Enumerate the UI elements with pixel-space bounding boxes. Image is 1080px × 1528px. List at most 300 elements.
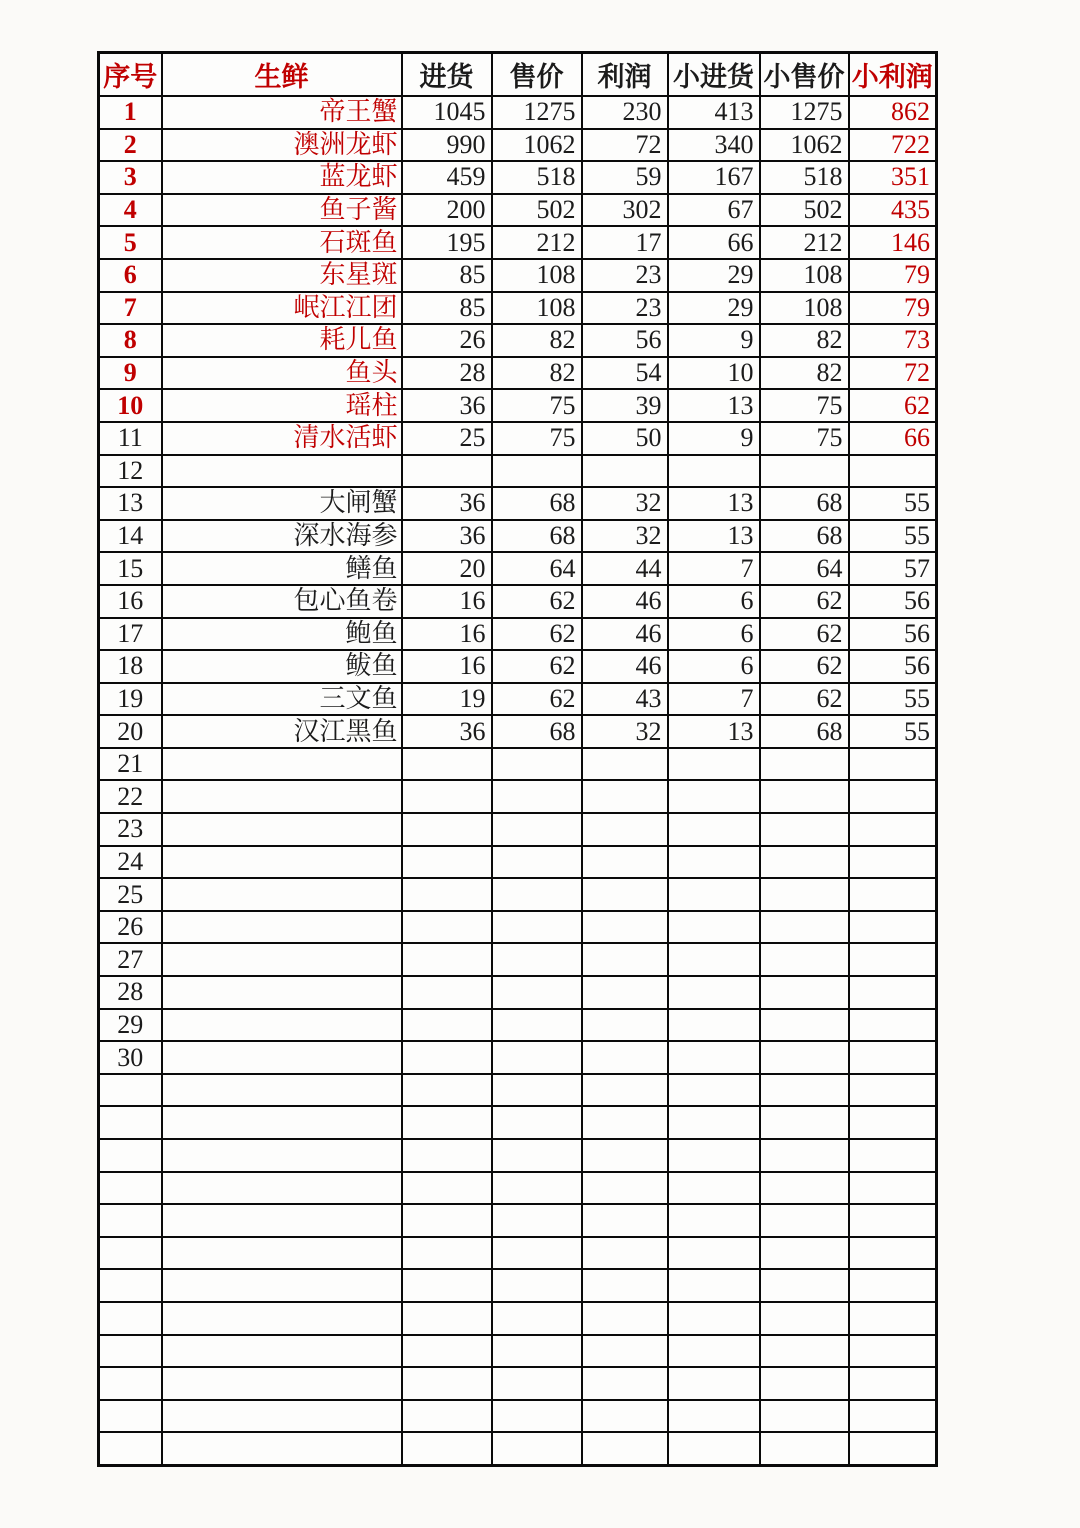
cell-purchase	[402, 943, 492, 976]
cell-small_purchase	[668, 813, 760, 846]
cell-small_purchase	[668, 846, 760, 879]
cell-small_sale	[760, 455, 849, 488]
cell-profit: 50	[582, 422, 668, 455]
cell-index: 9	[99, 357, 162, 390]
table-row	[99, 422, 937, 455]
cell-sale: 82	[492, 357, 582, 390]
cell-sale	[492, 878, 582, 911]
empty-row	[99, 1204, 937, 1237]
cell-sale: 68	[492, 520, 582, 553]
cell-sale: 62	[492, 650, 582, 683]
cell-sale: 1062	[492, 129, 582, 162]
cell-empty	[492, 1172, 582, 1205]
table-row	[99, 552, 937, 585]
cell-empty	[668, 1106, 760, 1139]
cell-small_profit	[849, 813, 937, 846]
cell-purchase: 26	[402, 324, 492, 357]
cell-small_profit: 55	[849, 520, 937, 553]
cell-small_sale: 108	[760, 259, 849, 292]
cell-small_profit: 73	[849, 324, 937, 357]
cell-index: 1	[99, 96, 162, 129]
cell-empty	[760, 1172, 849, 1205]
cell-purchase: 36	[402, 715, 492, 748]
cell-empty	[849, 1269, 937, 1302]
cell-index: 13	[99, 487, 162, 520]
cell-index: 7	[99, 292, 162, 325]
cell-sale	[492, 748, 582, 781]
cell-index: 8	[99, 324, 162, 357]
cell-small_sale: 108	[760, 292, 849, 325]
header-row	[99, 53, 937, 97]
cell-empty	[492, 1335, 582, 1368]
cell-index: 12	[99, 455, 162, 488]
cell-empty	[402, 1204, 492, 1237]
cell-sale: 1275	[492, 96, 582, 129]
cell-small_purchase: 167	[668, 161, 760, 194]
cell-purchase: 200	[402, 194, 492, 227]
cell-name: 深水海参	[162, 520, 402, 553]
cell-small_purchase	[668, 878, 760, 911]
table-row	[99, 259, 937, 292]
table-row	[99, 650, 937, 683]
cell-empty	[402, 1400, 492, 1433]
table-row	[99, 1009, 937, 1042]
cell-purchase: 20	[402, 552, 492, 585]
cell-profit	[582, 748, 668, 781]
table-row	[99, 878, 937, 911]
cell-empty	[492, 1400, 582, 1433]
cell-profit	[582, 813, 668, 846]
cell-small_sale: 75	[760, 389, 849, 422]
cell-empty	[99, 1074, 162, 1107]
cell-profit	[582, 1041, 668, 1074]
cell-purchase: 195	[402, 226, 492, 259]
cell-small_profit: 79	[849, 259, 937, 292]
cell-small_profit: 146	[849, 226, 937, 259]
cell-profit: 17	[582, 226, 668, 259]
cell-sale: 68	[492, 715, 582, 748]
cell-index: 18	[99, 650, 162, 683]
cell-purchase: 85	[402, 259, 492, 292]
cell-empty	[492, 1432, 582, 1465]
cell-empty	[668, 1432, 760, 1465]
cell-small_sale	[760, 976, 849, 1009]
cell-empty	[582, 1400, 668, 1433]
cell-empty	[760, 1204, 849, 1237]
cell-empty	[162, 1106, 402, 1139]
cell-empty	[849, 1106, 937, 1139]
cell-empty	[760, 1432, 849, 1465]
cell-empty	[582, 1432, 668, 1465]
cell-empty	[849, 1400, 937, 1433]
cell-purchase	[402, 780, 492, 813]
cell-small_sale: 502	[760, 194, 849, 227]
cell-purchase: 36	[402, 389, 492, 422]
cell-profit: 39	[582, 389, 668, 422]
cell-empty	[99, 1400, 162, 1433]
cell-profit	[582, 846, 668, 879]
cell-small_profit: 79	[849, 292, 937, 325]
cell-small_profit: 62	[849, 389, 937, 422]
column-header-sale: 售价	[492, 53, 582, 97]
cell-sale: 108	[492, 259, 582, 292]
table-row	[99, 357, 937, 390]
table-row	[99, 618, 937, 651]
cell-sale: 75	[492, 389, 582, 422]
cell-profit: 23	[582, 259, 668, 292]
table-row	[99, 715, 937, 748]
cell-empty	[492, 1237, 582, 1270]
cell-small_sale: 68	[760, 487, 849, 520]
cell-small_profit: 862	[849, 96, 937, 129]
cell-small_profit: 56	[849, 585, 937, 618]
cell-small_purchase	[668, 976, 760, 1009]
cell-profit	[582, 780, 668, 813]
cell-small_sale: 68	[760, 520, 849, 553]
table-row	[99, 911, 937, 944]
cell-small_sale: 64	[760, 552, 849, 585]
cell-index: 17	[99, 618, 162, 651]
cell-small_sale	[760, 1009, 849, 1042]
spreadsheet-page	[97, 51, 938, 1467]
cell-small_purchase: 6	[668, 585, 760, 618]
cell-small_sale	[760, 911, 849, 944]
cell-empty	[162, 1139, 402, 1172]
cell-profit: 302	[582, 194, 668, 227]
cell-sale: 68	[492, 487, 582, 520]
cell-empty	[668, 1172, 760, 1205]
empty-row	[99, 1237, 937, 1270]
cell-index: 20	[99, 715, 162, 748]
cell-empty	[492, 1139, 582, 1172]
cell-small_sale: 212	[760, 226, 849, 259]
cell-empty	[492, 1269, 582, 1302]
cell-small_purchase: 29	[668, 259, 760, 292]
cell-small_purchase	[668, 943, 760, 976]
cell-sale: 82	[492, 324, 582, 357]
cell-small_profit	[849, 976, 937, 1009]
cell-small_purchase: 9	[668, 324, 760, 357]
cell-small_profit: 435	[849, 194, 937, 227]
cell-small_purchase: 6	[668, 618, 760, 651]
cell-index: 4	[99, 194, 162, 227]
cell-purchase: 19	[402, 683, 492, 716]
cell-small_purchase	[668, 911, 760, 944]
cell-small_purchase	[668, 455, 760, 488]
cell-small_profit: 66	[849, 422, 937, 455]
cell-empty	[582, 1204, 668, 1237]
cell-purchase: 36	[402, 520, 492, 553]
column-header-small_profit: 小利润	[849, 53, 937, 97]
cell-small_profit: 55	[849, 683, 937, 716]
cell-sale: 62	[492, 618, 582, 651]
column-header-profit: 利润	[582, 53, 668, 97]
cell-small_profit: 55	[849, 715, 937, 748]
cell-empty	[582, 1269, 668, 1302]
cell-profit: 44	[582, 552, 668, 585]
cell-sale	[492, 455, 582, 488]
cell-small_profit	[849, 1041, 937, 1074]
cell-sale: 502	[492, 194, 582, 227]
table-row	[99, 748, 937, 781]
cell-index: 22	[99, 780, 162, 813]
cell-sale: 108	[492, 292, 582, 325]
cell-small_profit	[849, 1009, 937, 1042]
cell-index: 10	[99, 389, 162, 422]
cell-small_purchase: 67	[668, 194, 760, 227]
cell-index: 23	[99, 813, 162, 846]
cell-empty	[668, 1074, 760, 1107]
cell-index: 29	[99, 1009, 162, 1042]
cell-small_profit: 56	[849, 618, 937, 651]
cell-name	[162, 748, 402, 781]
cell-small_profit	[849, 943, 937, 976]
cell-small_purchase: 13	[668, 520, 760, 553]
cell-purchase: 16	[402, 585, 492, 618]
cell-index: 2	[99, 129, 162, 162]
cell-purchase: 16	[402, 618, 492, 651]
cell-index: 25	[99, 878, 162, 911]
cell-small_profit: 57	[849, 552, 937, 585]
cell-empty	[760, 1335, 849, 1368]
cell-small_sale	[760, 780, 849, 813]
cell-small_purchase	[668, 748, 760, 781]
cell-index: 5	[99, 226, 162, 259]
cell-small_sale	[760, 1041, 849, 1074]
cell-small_profit	[849, 878, 937, 911]
cell-profit: 32	[582, 520, 668, 553]
cell-profit: 32	[582, 715, 668, 748]
cell-empty	[162, 1432, 402, 1465]
cell-small_purchase: 7	[668, 683, 760, 716]
cell-name	[162, 1009, 402, 1042]
table-row	[99, 1041, 937, 1074]
cell-name	[162, 911, 402, 944]
cell-empty	[849, 1335, 937, 1368]
cell-purchase	[402, 813, 492, 846]
cell-name: 东星斑	[162, 259, 402, 292]
cell-empty	[849, 1074, 937, 1107]
cell-empty	[849, 1237, 937, 1270]
cell-name	[162, 846, 402, 879]
cell-empty	[402, 1106, 492, 1139]
empty-row	[99, 1302, 937, 1335]
cell-name	[162, 943, 402, 976]
cell-empty	[668, 1335, 760, 1368]
seafood-price-table	[97, 51, 938, 1467]
empty-row	[99, 1172, 937, 1205]
cell-small_sale: 82	[760, 324, 849, 357]
cell-small_sale	[760, 748, 849, 781]
cell-purchase: 990	[402, 129, 492, 162]
empty-row	[99, 1139, 937, 1172]
cell-empty	[162, 1204, 402, 1237]
cell-empty	[760, 1400, 849, 1433]
cell-small_sale: 62	[760, 683, 849, 716]
table-row	[99, 520, 937, 553]
cell-name: 帝王蟹	[162, 96, 402, 129]
cell-empty	[402, 1074, 492, 1107]
cell-profit	[582, 455, 668, 488]
cell-profit: 46	[582, 618, 668, 651]
cell-small_sale: 75	[760, 422, 849, 455]
cell-small_profit	[849, 911, 937, 944]
cell-empty	[849, 1432, 937, 1465]
cell-index: 16	[99, 585, 162, 618]
cell-empty	[402, 1432, 492, 1465]
cell-empty	[402, 1367, 492, 1400]
cell-empty	[402, 1139, 492, 1172]
cell-empty	[849, 1172, 937, 1205]
cell-empty	[760, 1074, 849, 1107]
cell-sale	[492, 813, 582, 846]
cell-name	[162, 813, 402, 846]
cell-empty	[162, 1335, 402, 1368]
cell-empty	[849, 1302, 937, 1335]
cell-sale: 62	[492, 585, 582, 618]
cell-name: 包心鱼卷	[162, 585, 402, 618]
empty-row	[99, 1335, 937, 1368]
table-row	[99, 780, 937, 813]
table-row	[99, 226, 937, 259]
cell-empty	[162, 1172, 402, 1205]
cell-empty	[402, 1269, 492, 1302]
cell-sale: 75	[492, 422, 582, 455]
table-row	[99, 455, 937, 488]
cell-sale	[492, 1041, 582, 1074]
cell-small_profit: 351	[849, 161, 937, 194]
cell-small_profit: 72	[849, 357, 937, 390]
cell-empty	[99, 1204, 162, 1237]
cell-empty	[760, 1106, 849, 1139]
cell-small_profit	[849, 748, 937, 781]
cell-empty	[99, 1335, 162, 1368]
cell-empty	[582, 1302, 668, 1335]
cell-empty	[582, 1139, 668, 1172]
cell-empty	[760, 1237, 849, 1270]
cell-index: 27	[99, 943, 162, 976]
cell-index: 21	[99, 748, 162, 781]
cell-empty	[849, 1367, 937, 1400]
cell-profit: 46	[582, 585, 668, 618]
cell-purchase: 25	[402, 422, 492, 455]
cell-empty	[492, 1204, 582, 1237]
cell-small_profit	[849, 846, 937, 879]
cell-small_purchase	[668, 1009, 760, 1042]
cell-name: 耗儿鱼	[162, 324, 402, 357]
cell-small_sale: 62	[760, 585, 849, 618]
cell-sale	[492, 911, 582, 944]
cell-profit: 23	[582, 292, 668, 325]
cell-index: 24	[99, 846, 162, 879]
table-row	[99, 487, 937, 520]
table-body	[99, 96, 937, 1465]
cell-empty	[162, 1302, 402, 1335]
cell-small_sale	[760, 878, 849, 911]
cell-empty	[492, 1302, 582, 1335]
cell-small_purchase	[668, 1041, 760, 1074]
cell-empty	[162, 1367, 402, 1400]
cell-index: 28	[99, 976, 162, 1009]
cell-index: 30	[99, 1041, 162, 1074]
cell-small_purchase: 7	[668, 552, 760, 585]
cell-small_purchase: 340	[668, 129, 760, 162]
cell-empty	[99, 1237, 162, 1270]
cell-empty	[492, 1074, 582, 1107]
cell-small_purchase: 13	[668, 715, 760, 748]
cell-name	[162, 780, 402, 813]
cell-empty	[582, 1335, 668, 1368]
cell-empty	[162, 1269, 402, 1302]
cell-empty	[582, 1367, 668, 1400]
cell-small_profit: 55	[849, 487, 937, 520]
cell-sale	[492, 943, 582, 976]
empty-row	[99, 1400, 937, 1433]
cell-name: 鳝鱼	[162, 552, 402, 585]
table-row	[99, 161, 937, 194]
cell-purchase	[402, 455, 492, 488]
cell-sale: 64	[492, 552, 582, 585]
cell-profit	[582, 878, 668, 911]
cell-sale: 62	[492, 683, 582, 716]
cell-purchase: 85	[402, 292, 492, 325]
cell-empty	[582, 1172, 668, 1205]
cell-profit: 72	[582, 129, 668, 162]
cell-empty	[582, 1106, 668, 1139]
cell-name	[162, 1041, 402, 1074]
cell-empty	[99, 1106, 162, 1139]
cell-profit: 56	[582, 324, 668, 357]
cell-empty	[99, 1367, 162, 1400]
cell-small_purchase: 6	[668, 650, 760, 683]
table-row	[99, 943, 937, 976]
cell-small_purchase: 9	[668, 422, 760, 455]
table-row	[99, 324, 937, 357]
cell-small_purchase: 413	[668, 96, 760, 129]
cell-empty	[162, 1400, 402, 1433]
cell-small_sale: 68	[760, 715, 849, 748]
cell-small_sale	[760, 846, 849, 879]
cell-index: 15	[99, 552, 162, 585]
cell-empty	[162, 1237, 402, 1270]
cell-profit	[582, 976, 668, 1009]
cell-small_profit	[849, 455, 937, 488]
empty-row	[99, 1074, 937, 1107]
cell-profit: 43	[582, 683, 668, 716]
cell-empty	[760, 1139, 849, 1172]
cell-small_sale: 518	[760, 161, 849, 194]
empty-row	[99, 1269, 937, 1302]
cell-name: 汉江黑鱼	[162, 715, 402, 748]
cell-small_sale	[760, 813, 849, 846]
table-row	[99, 292, 937, 325]
cell-name: 蓝龙虾	[162, 161, 402, 194]
cell-empty	[668, 1400, 760, 1433]
cell-profit	[582, 911, 668, 944]
table-row	[99, 976, 937, 1009]
cell-sale: 518	[492, 161, 582, 194]
empty-row	[99, 1432, 937, 1465]
cell-purchase	[402, 748, 492, 781]
cell-profit: 59	[582, 161, 668, 194]
cell-empty	[668, 1237, 760, 1270]
cell-empty	[668, 1367, 760, 1400]
cell-purchase: 28	[402, 357, 492, 390]
cell-empty	[668, 1269, 760, 1302]
cell-empty	[99, 1139, 162, 1172]
column-header-purchase: 进货	[402, 53, 492, 97]
cell-small_sale: 82	[760, 357, 849, 390]
